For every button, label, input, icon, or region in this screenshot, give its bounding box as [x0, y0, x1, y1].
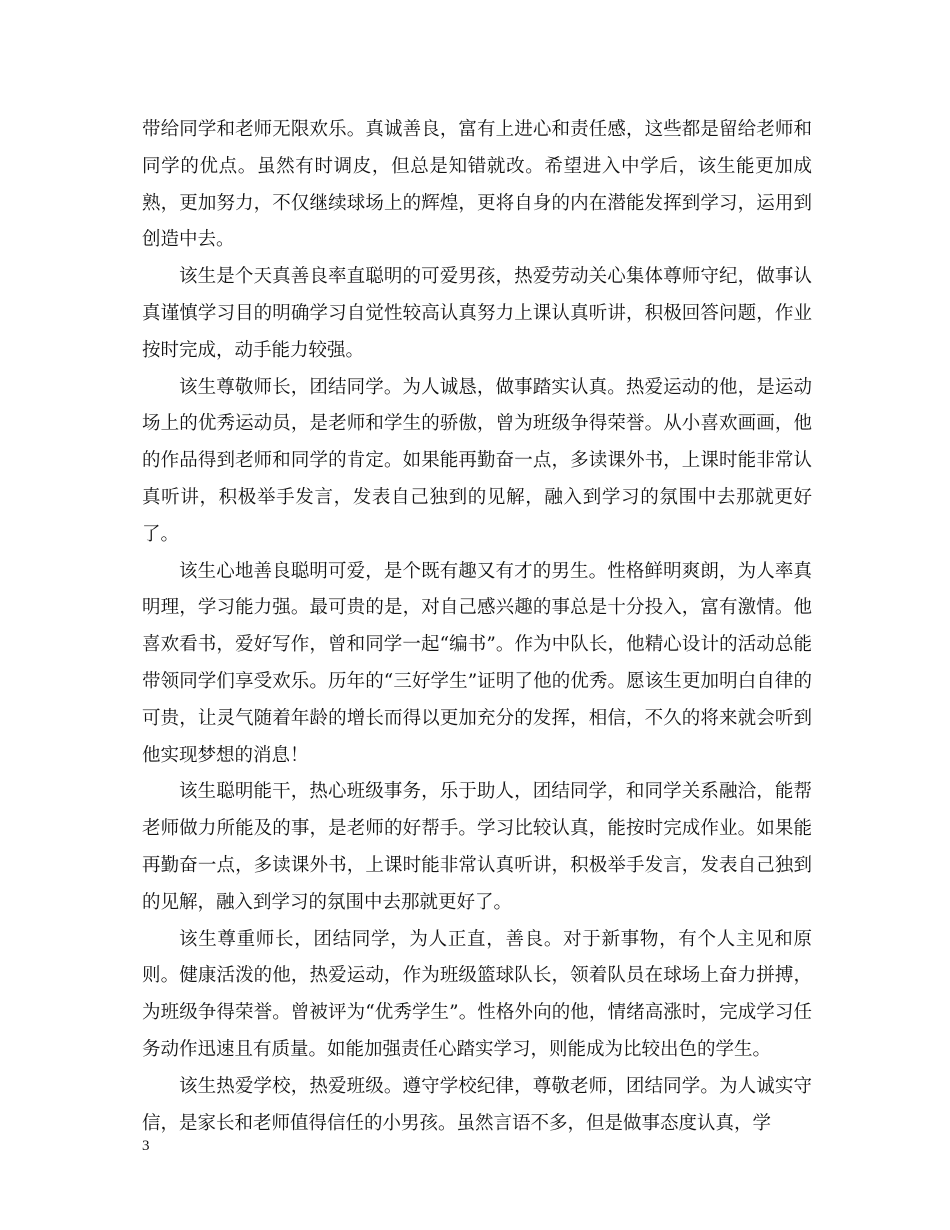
paragraph-continuation: 带给同学和老师无限欢乐。真诚善良，富有上进心和责任感，这些都是留给老师和同学的优点。虽然有时调皮，但总是知错就改。希望进入中学后，该生能更加成熟，更加努力，不仅继续球场上的辉煌，更将自身的内在潜能发挥到学习，运用到创造中去。 — [142, 119, 812, 251]
document-body — [142, 112, 812, 1142]
paragraph: 该生热爱学校，热爱班级。遵守学校纪律，尊敬老师，团结同学。为人诚实守信，是家长和老师值得信任的小男孩。虽然言语不多，但是做事态度认真，学 — [142, 1075, 812, 1134]
paragraph: 该生聪明能干，热心班级事务，乐于助人，团结同学，和同学关系融洽，能帮老师做力所能及的事，是老师的好帮手。学习比较认真，能按时完成作业。如果能再勤奋一点，多读课外书，上课时能非常认真听讲，积极举手发言，发表自己独到的见解，融入到学习的氛围中去那就更好了。 — [142, 781, 812, 913]
page-number: 3 — [142, 1138, 150, 1154]
paragraph: 该生尊重师长，团结同学，为人正直，善良。对于新事物，有个人主见和原则。健康活泼的他，热爱运动，作为班级篮球队长，领着队员在球场上奋力拼搏，为班级争得荣誉。曾被评为“优秀学生”。性格外向的他，情绪高涨时，完成学习任务动作迅速且有质量。如能加强责任心踏实学习，则能成为比较出色的学生。 — [142, 928, 812, 1060]
paragraph: 该生是个天真善良率直聪明的可爱男孩，热爱劳动关心集体尊师守纪，做事认真谨慎学习目的明确学习自觉性较高认真努力上课认真听讲，积极回答问题，作业按时完成，动手能力较强。 — [142, 266, 812, 361]
paragraph: 该生心地善良聪明可爱，是个既有趣又有才的男生。性格鲜明爽朗，为人率真明理，学习能力强。最可贵的是，对自己感兴趣的事总是十分投入，富有激情。他喜欢看书，爱好写作，曾和同学一起“编书”。作为中队长，他精心设计的活动总能带领同学们享受欢乐。历年的“三好学生”证明了他的优秀。愿该生更加明白自律的可贵，让灵气随着年龄的增长而得以更加充分的发挥，相信，不久的将来就会听到他实现梦想的消息！ — [142, 560, 812, 766]
paragraph: 该生尊敬师长，团结同学。为人诚恳，做事踏实认真。热爱运动的他，是运动场上的优秀运动员，是老师和学生的骄傲，曾为班级争得荣誉。从小喜欢画画，他的作品得到老师和同学的肯定。如果能再勤奋一点，多读课外书，上课时能非常认真听讲，积极举手发言，发表自己独到的见解，融入到学习的氛围中去那就更好了。 — [142, 376, 812, 545]
